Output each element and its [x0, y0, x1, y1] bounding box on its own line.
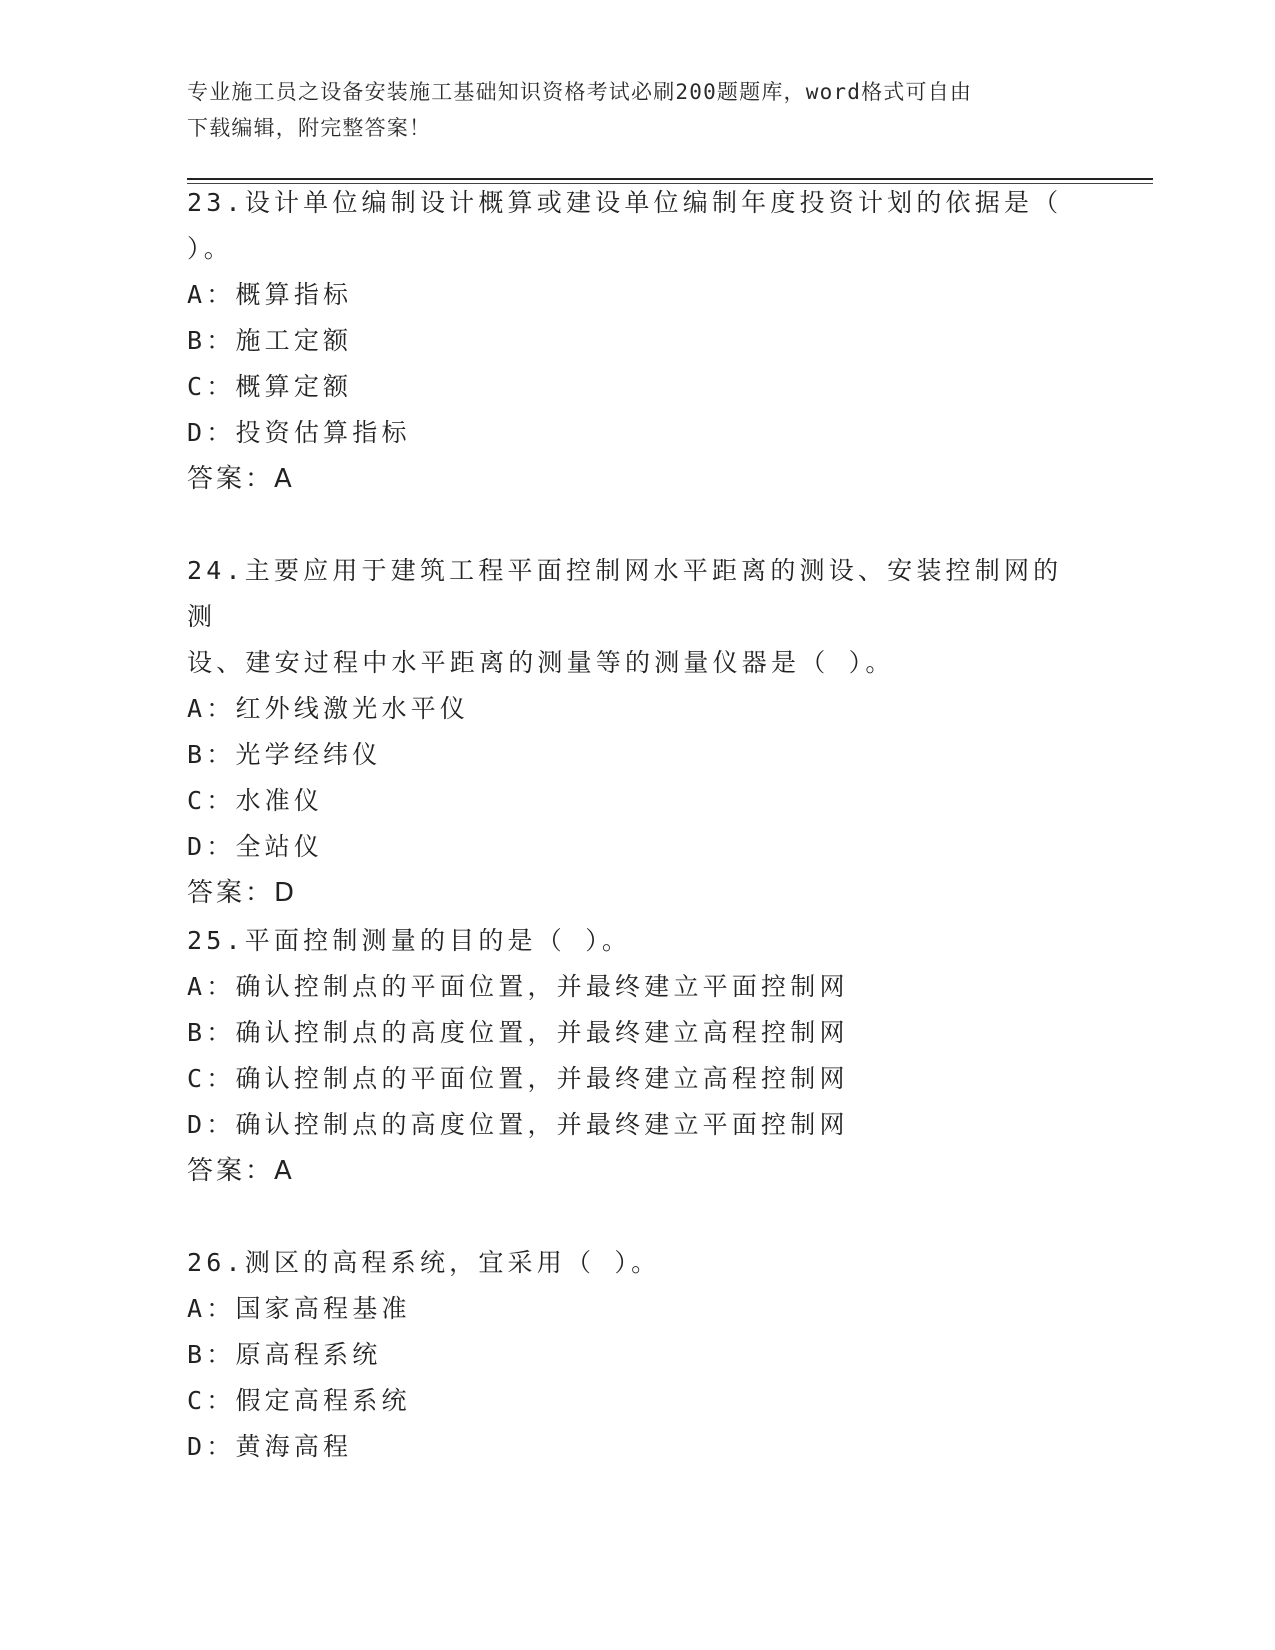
option-d: D：全站仪	[187, 832, 324, 861]
option-d: D：黄海高程	[187, 1432, 353, 1461]
header-line-1: 专业施工员之设备安装施工基础知识资格考试必刷200题题库，word格式可自由	[187, 80, 973, 104]
question-24	[187, 548, 1087, 916]
option-a: A：确认控制点的平面位置，并最终建立平面控制网	[187, 972, 849, 1001]
answer: 答案：A	[187, 464, 295, 494]
answer: 答案：A	[187, 1156, 295, 1186]
option-d: D：确认控制点的高度位置，并最终建立平面控制网	[187, 1110, 849, 1139]
option-b: B：原高程系统	[187, 1340, 382, 1369]
question-text-line: 25.平面控制测量的目的是（ ）。	[187, 926, 632, 955]
question-23	[187, 180, 1087, 502]
option-a: A：国家高程基准	[187, 1294, 411, 1323]
option-c: C：假定高程系统	[187, 1386, 411, 1415]
question-25	[187, 918, 1087, 1194]
header-line-2: 下载编辑，附完整答案！	[187, 116, 432, 140]
option-c: C：水准仪	[187, 786, 324, 815]
question-text-line: ）。	[187, 234, 233, 263]
question-text-line: 设、建安过程中水平距离的测量等的测量仪器是（ ）。	[187, 648, 895, 677]
question-text-line: 23.设计单位编制设计概算或建设单位编制年度投资计划的依据是（	[187, 188, 1063, 217]
option-c: C：确认控制点的平面位置，并最终建立高程控制网	[187, 1064, 849, 1093]
option-a: A：红外线激光水平仪	[187, 694, 470, 723]
question-text-line: 24.主要应用于建筑工程平面控制网水平距离的测设、安装控制网的测	[187, 556, 1063, 631]
option-b: B：光学经纬仪	[187, 740, 382, 769]
option-b: B：施工定额	[187, 326, 353, 355]
answer: 答案：D	[187, 878, 298, 908]
option-c: C：概算定额	[187, 372, 353, 401]
question-text-line: 26.测区的高程系统，宜采用（ ）。	[187, 1248, 661, 1277]
document-header	[187, 74, 1087, 146]
option-d: D：投资估算指标	[187, 418, 411, 447]
option-a: A：概算指标	[187, 280, 353, 309]
option-b: B：确认控制点的高度位置，并最终建立高程控制网	[187, 1018, 849, 1047]
question-26	[187, 1240, 1087, 1470]
